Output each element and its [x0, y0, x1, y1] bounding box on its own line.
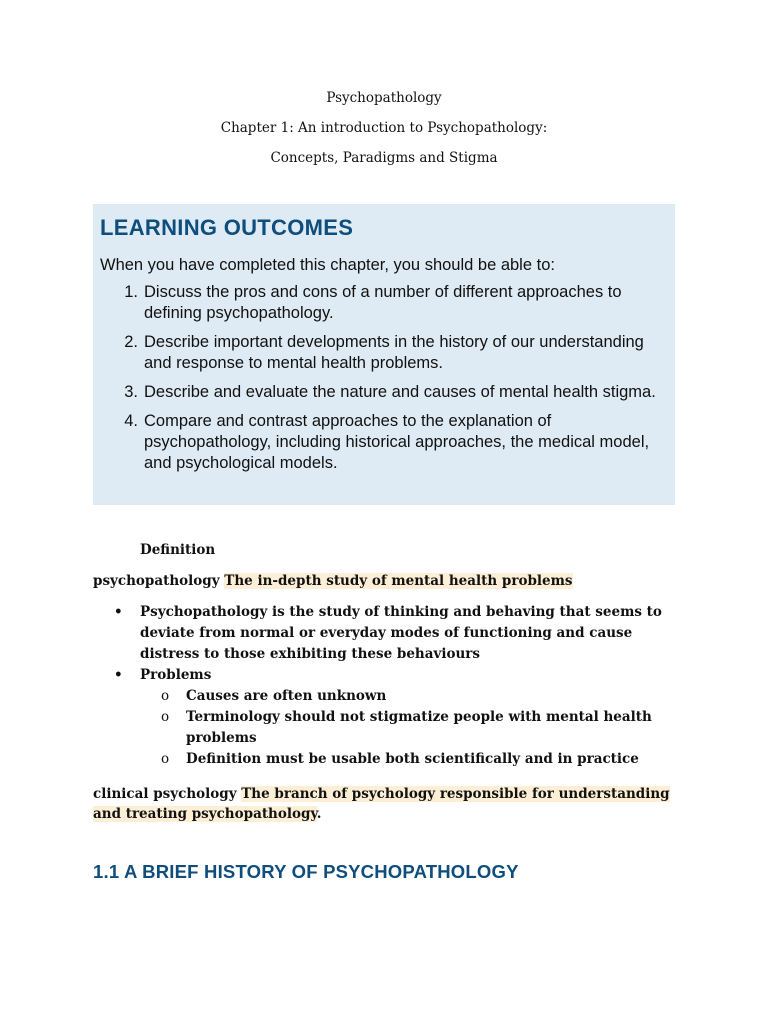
outcome-text: Compare and contrast approaches to the explanation of psychopathology, including historical approaches, the medical model, and psychological models.	[144, 412, 650, 472]
learning-outcomes-heading: LEARNING OUTCOMES	[100, 215, 354, 240]
section-heading: 1.1 A BRIEF HISTORY OF PSYCHOPATHOLOGY	[93, 861, 519, 882]
bullet-mark: •	[114, 604, 123, 620]
sub-bullet-item	[140, 686, 663, 707]
bullet-item	[93, 602, 663, 665]
sub-bullet-text: Terminology should not stigmatize people with mental health problems	[186, 709, 652, 746]
highlighted-definition: The in-depth study of mental health problems	[224, 573, 573, 589]
definition-psychopathology	[93, 571, 683, 591]
outcome-number: 1.	[124, 283, 138, 301]
learning-outcome-item	[100, 282, 668, 324]
definition-heading: Definition	[140, 542, 216, 558]
sub-bullet-text: Causes are often unknown	[186, 688, 387, 704]
bullet-item	[93, 665, 663, 686]
outcome-text: Describe important developments in the history of our understanding and response to mental health problems.	[144, 333, 644, 372]
bullet-mark: •	[114, 667, 123, 683]
sub-bullet-item	[140, 749, 663, 770]
learning-outcome-item	[100, 411, 668, 474]
chapter-title: Chapter 1: An introduction to Psychopathology:	[220, 120, 548, 136]
highlighted-definition: The branch of psychology responsible for understanding and treating psychopathology	[93, 786, 670, 822]
outcome-number: 4.	[124, 412, 138, 430]
definition-bullet-list	[93, 602, 663, 770]
term-word: psychopathology	[93, 573, 220, 589]
outcome-number: 2.	[124, 333, 138, 351]
definition-clinical-psychology	[93, 784, 683, 824]
learning-outcomes-list	[100, 282, 668, 474]
sub-bullet-mark: o	[161, 709, 170, 725]
outcome-text: Describe and evaluate the nature and causes of mental health stigma.	[144, 383, 656, 401]
bullet-text: Problems	[140, 667, 212, 683]
learning-outcome-item	[100, 382, 668, 403]
sub-bullet-mark: o	[161, 751, 170, 767]
sub-bullet-mark: o	[161, 688, 170, 704]
learning-outcome-item	[100, 332, 668, 374]
sub-bullet-text: Definition must be usable both scientifically and in practice	[186, 751, 639, 767]
bullet-text: Psychopathology is the study of thinking and behaving that seems to deviate from normal or everyday modes of functioning and cause distress to those exhibiting these behaviours	[140, 604, 662, 662]
term-word: clinical psychology	[93, 786, 237, 802]
definition-suffix: .	[316, 806, 322, 822]
learning-outcomes-box	[93, 204, 675, 505]
learning-outcomes-intro: When you have completed this chapter, you should be able to:	[100, 256, 555, 274]
sub-bullet-item	[140, 707, 663, 749]
outcome-number: 3.	[124, 383, 138, 401]
chapter-subtitle: Concepts, Paradigms and Stigma	[270, 150, 498, 166]
outcome-text: Discuss the pros and cons of a number of different approaches to defining psychopathology.	[144, 283, 622, 322]
book-title: Psychopathology	[326, 90, 442, 106]
